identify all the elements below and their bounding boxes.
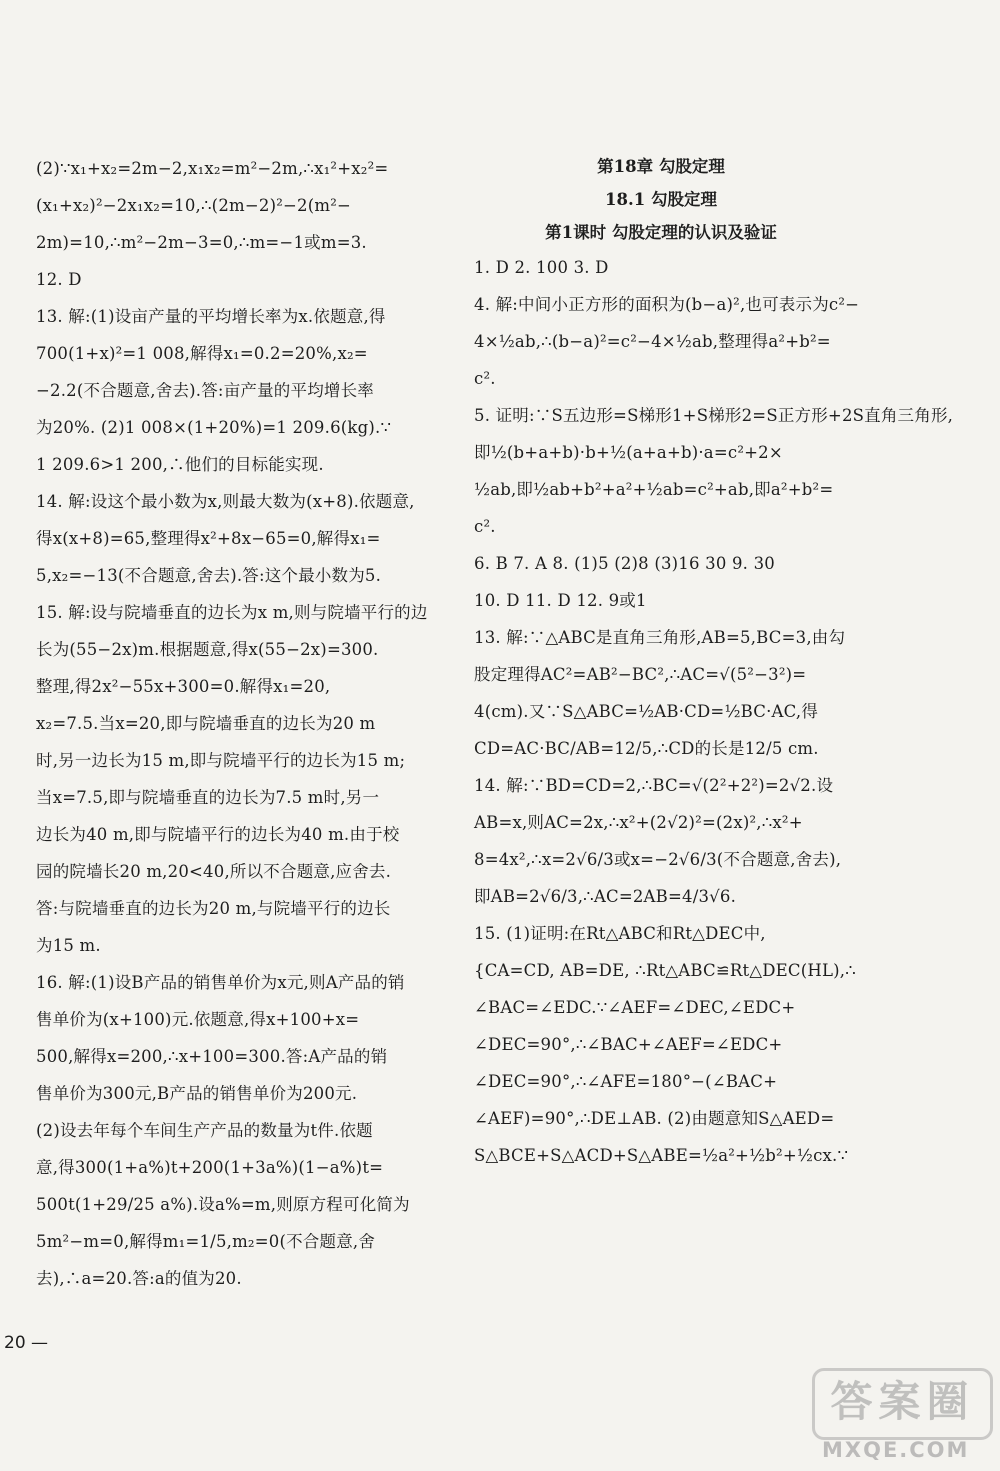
answer-line: S△BCE+S△ACD+S△ABE=½a²+½b²+½cx.∵ [474,1146,849,1165]
lesson-title: 第1课时 勾股定理的认识及验证 [545,223,777,242]
answer-line: −2.2(不合题意,舍去).答:亩产量的平均增长率 [36,381,374,400]
answer-line: (2)设去年每个车间生产产品的数量为t件.依题 [36,1121,373,1140]
answer-line: 12. D [36,270,82,289]
answer-line: AB=x,则AC=2x,∴x²+(2√2)²=(2x)²,∴x²+ [474,813,803,832]
answer-line: c². [474,517,496,536]
answer-line: 13. 解:(1)设亩产量的平均增长率为x.依题意,得 [36,307,386,326]
section-title: 18.1 勾股定理 [605,190,717,209]
answer-line: 即AB=2√6/3,∴AC=2AB=4/3√6. [474,887,737,906]
answer-line: (x₁+x₂)²−2x₁x₂=10,∴(2m−2)²−2(m²− [36,196,352,215]
answer-line: c². [474,369,496,388]
answer-line: 整理,得2x²−55x+300=0.解得x₁=20, [36,677,331,696]
answer-line: 售单价为(x+100)元.依题意,得x+100+x= [36,1010,360,1029]
answer-line: 15. (1)证明:在Rt△ABC和Rt△DEC中, [474,924,766,943]
answer-line: 意,得300(1+a%)t+200(1+3a%)(1−a%)t= [36,1158,384,1177]
watermark-url: MXQE.COM [822,1438,970,1462]
answer-line: 15. 解:设与院墙垂直的边长为x m,则与院墙平行的边 [36,603,428,622]
answer-line: 时,另一边长为15 m,即与院墙平行的边长为15 m; [36,751,406,770]
answer-line: 500t(1+29/25 a%).设a%=m,则原方程可化简为 [36,1195,410,1214]
chapter-title: 第18章 勾股定理 [597,157,725,176]
watermark-logo: 答案圈 [812,1368,993,1440]
answer-line: 即½(b+a+b)·b+½(a+a+b)·a=c²+2× [474,443,783,462]
answer-line: x₂=7.5.当x=20,即与院墙垂直的边长为20 m [36,714,376,733]
answer-line: 股定理得AC²=AB²−BC²,∴AC=√(5²−3²)= [474,665,807,684]
answer-line: ∠DEC=90°,∴∠BAC+∠AEF=∠EDC+ [474,1035,783,1054]
answer-line: ½ab,即½ab+b²+a²+½ab=c²+ab,即a²+b²= [474,480,834,499]
page-number: 20 — [4,1333,49,1353]
answer-line: 6. B 7. A 8. (1)5 (2)8 (3)16 30 9. 30 [474,554,775,573]
right-column [474,150,954,1174]
answer-line: 为15 m. [36,936,101,955]
answer-line: 1. D 2. 100 3. D [474,258,609,277]
answer-line: 边长为40 m,即与院墙平行的边长为40 m.由于校 [36,825,400,844]
answer-line: 700(1+x)²=1 008,解得x₁=0.2=20%,x₂= [36,344,368,363]
answer-line: 长为(55−2x)m.根据题意,得x(55−2x)=300. [36,640,379,659]
answer-line: 园的院墙长20 m,20<40,所以不合题意,应舍去. [36,862,392,881]
answer-line: 售单价为300元,B产品的销售单价为200元. [36,1084,358,1103]
answer-line: 去),∴a=20.答:a的值为20. [36,1269,242,1288]
right-answer-lines [474,249,954,1174]
answer-line: ∠AEF)=90°,∴DE⊥AB. (2)由题意知S△AED= [474,1109,835,1128]
answer-line: CD=AC·BC/AB=12/5,∴CD的长是12/5 cm. [474,739,819,758]
answer-line: 16. 解:(1)设B产品的销售单价为x元,则A产品的销 [36,973,405,992]
answer-line: 2m)=10,∴m²−2m−3=0,∴m=−1或m=3. [36,233,367,252]
answer-line: {CA=CD, AB=DE, ∴Rt△ABC≌Rt△DEC(HL),∴ [474,961,856,980]
answer-line: 500,解得x=200,∴x+100=300.答:A产品的销 [36,1047,388,1066]
answer-line: 5,x₂=−13(不合题意,舍去).答:这个最小数为5. [36,566,382,585]
answer-line: ∠BAC=∠EDC.∵∠AEF=∠DEC,∠EDC+ [474,998,796,1017]
answer-line: 为20%. (2)1 008×(1+20%)=1 209.6(kg).∵ [36,418,392,437]
answer-line: 4. 解:中间小正方形的面积为(b−a)²,也可表示为c²− [474,295,860,314]
answer-line: 13. 解:∵△ABC是直角三角形,AB=5,BC=3,由勾 [474,628,846,647]
watermark [812,1368,987,1468]
answer-line: 8=4x²,∴x=2√6/3或x=−2√6/3(不合题意,舍去), [474,850,842,869]
answer-line: 10. D 11. D 12. 9或1 [474,591,647,610]
answer-line: 14. 解:设这个最小数为x,则最大数为(x+8).依题意, [36,492,415,511]
answer-line: 5m²−m=0,解得m₁=1/5,m₂=0(不合题意,舍 [36,1232,376,1251]
answer-line: 答:与院墙垂直的边长为20 m,与院墙平行的边长 [36,899,391,918]
answer-line: 4(cm).又∵S△ABC=½AB·CD=½BC·AC,得 [474,702,819,721]
answer-line: 5. 证明:∵S五边形=S梯形1+S梯形2=S正方形+2S直角三角形, [474,406,954,425]
answer-line: 1 209.6>1 200,∴他们的目标能实现. [36,455,324,474]
left-column [36,150,446,1297]
answer-line: ∠DEC=90°,∴∠AFE=180°−(∠BAC+ [474,1072,778,1091]
answer-line: 14. 解:∵BD=CD=2,∴BC=√(2²+2²)=2√2.设 [474,776,834,795]
answer-line: (2)∵x₁+x₂=2m−2,x₁x₂=m²−2m,∴x₁²+x₂²= [36,159,389,178]
answer-line: 得x(x+8)=65,整理得x²+8x−65=0,解得x₁= [36,529,381,548]
answer-line: 当x=7.5,即与院墙垂直的边长为7.5 m时,另一 [36,788,380,807]
answer-line: 4×½ab,∴(b−a)²=c²−4×½ab,整理得a²+b²= [474,332,831,351]
